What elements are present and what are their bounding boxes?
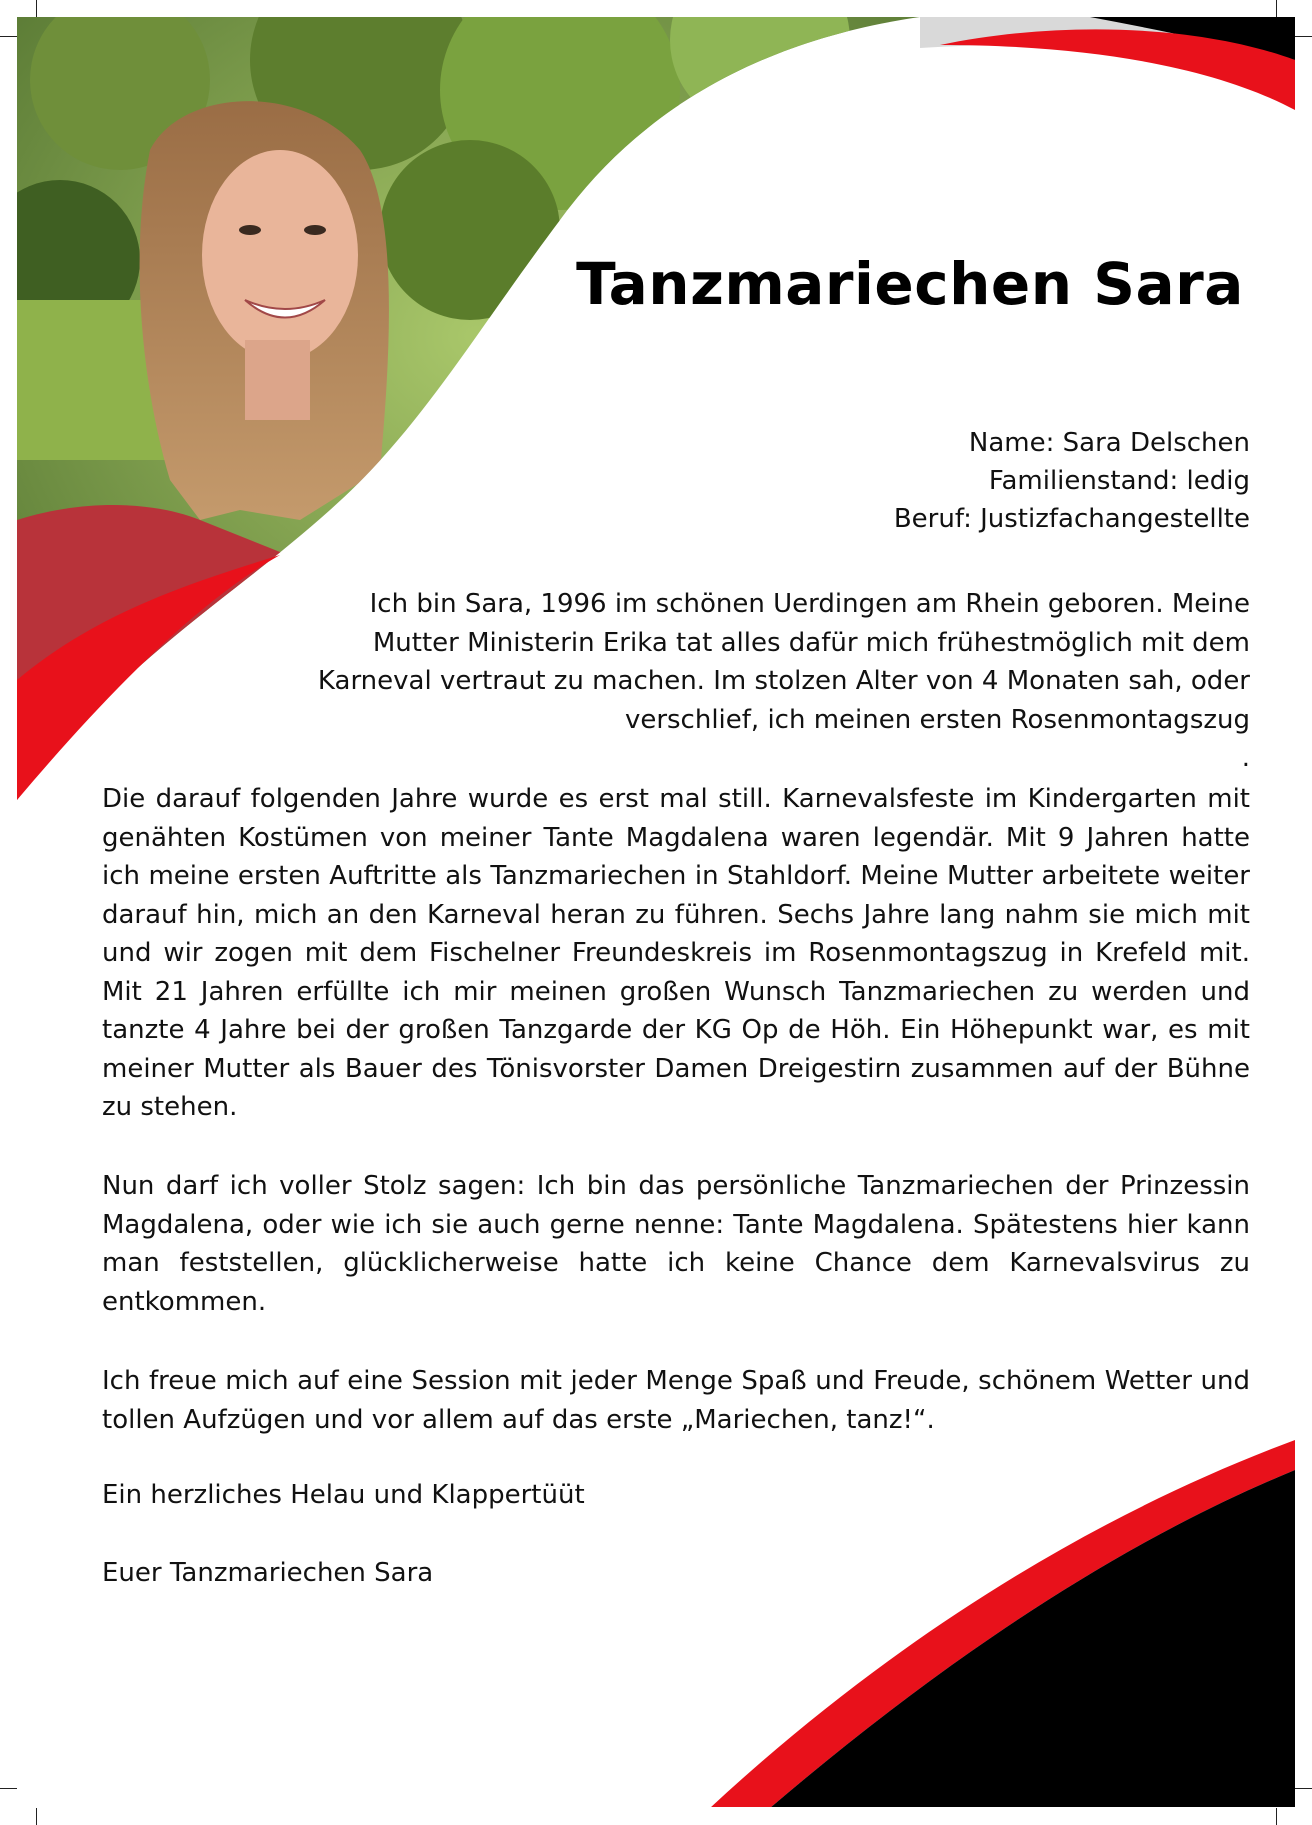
page-title: Tanzmariechen Sara [576, 250, 1244, 318]
paragraph-session: Ich freue mich auf eine Session mit jeder Menge Spaß und Freude, schönem Wetter und tollen Aufzügen und vor allem auf das erste „Mariechen, tanz!“. [102, 1366, 1250, 1435]
black-swoosh-bottom [770, 1470, 1295, 1807]
profile-facts [894, 424, 1250, 538]
crop-mark-tl-h [0, 36, 17, 37]
intro-line: Karneval vertraut zu machen. Im stolzen Alter von 4 Monaten sah, oder [317, 666, 1250, 696]
greeting: Ein herzliches Helau und Klappertüüt [102, 1480, 585, 1510]
intro-paragraph [250, 585, 1250, 778]
intro-line: Mutter Ministerin Erika tat alles dafür mich frühestmöglich mit dem [372, 627, 1250, 658]
fact-name: Name: Sara Delschen [968, 428, 1250, 458]
crop-mark-tr-v [1276, 0, 1277, 17]
signature: Euer Tanzmariechen Sara [102, 1558, 434, 1588]
crop-mark-bl-v [36, 1808, 37, 1825]
intro-line: Ich bin Sara, 1996 im schönen Uerdingen am Rhein geboren. Meine [369, 589, 1250, 619]
intro-line: . [1241, 743, 1250, 773]
fact-marital-status: Familienstand: ledig [988, 466, 1250, 496]
paragraph-history: Die darauf folgenden Jahre wurde es erst mal still. Karnevalsfeste im Kindergarten mit genähten Kostümen von meiner Tante Magdalena waren legendär. Mit 9 Jahren hatte ich meine ersten Auftritte als Tanzmariechen in Stahldorf. Meine Mutter arbeitete weiter darauf hin, mich an den Karneval heran zu führen. Sechs Jahre lang nahm sie mich mit und wir zogen mit dem Fischelner Freundeskreis im Rosenmontagszug in Krefeld mit. Mit 21 Jahren erfüllte ich mir meinen großen Wunsch Tanzmariechen zu werden und tanzte 4 Jahre bei der großen Tanzgarde der KG Op de Höh. Ein Höhepunkt war, es mit meiner Mutter als Bauer des Tönisvorster Damen Dreigestirn zusammen auf der Bühne zu stehen. [102, 784, 1250, 1122]
crop-mark-bl-h [0, 1788, 17, 1789]
intro-line: verschlief, ich meinen ersten Rosenmontagszug [624, 704, 1250, 735]
crop-mark-br-h [1295, 1788, 1312, 1789]
crop-mark-tr-h [1295, 36, 1312, 37]
paragraph-pride: Nun darf ich voller Stolz sagen: Ich bin das persönliche Tanzmariechen der Prinzessin Magdalena, oder wie ich sie auch gerne nenne: Tante Magdalena. Spätestens hier kann man feststellen, glücklicherweise hatte ich keine Chance dem Karnevalsvirus zu entkommen. [102, 1171, 1250, 1317]
fact-profession: Beruf: Justizfachangestellte [893, 504, 1250, 534]
crop-mark-br-v [1276, 1808, 1277, 1825]
crop-mark-tl-v [36, 0, 37, 17]
